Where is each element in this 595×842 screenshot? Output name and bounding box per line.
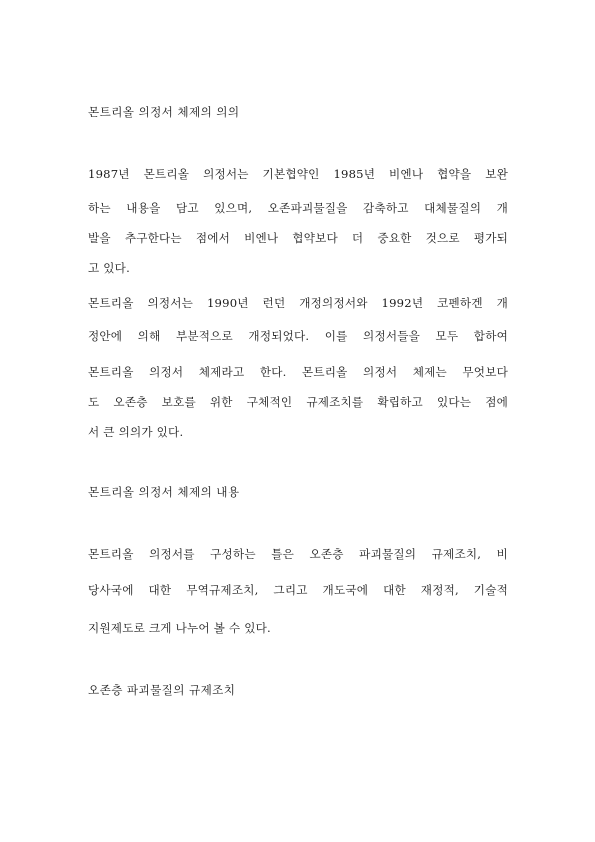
paragraph-line: 1987년 몬트리올 의정서는 기본협약인 1985년 비엔나 협약을 보완 xyxy=(88,167,508,181)
paragraph-line: 고 있다. xyxy=(88,261,130,275)
paragraph-line: 도 오존층 보호를 위한 구체적인 규제조치를 확립하고 있다는 점에 xyxy=(88,395,508,409)
paragraph-line: 당사국에 대한 무역규제조치, 그리고 개도국에 대한 재정적, 기술적 xyxy=(88,583,508,597)
paragraph-line: 몬트리올 의정서 체제라고 한다. 몬트리올 의정서 체제는 무엇보다 xyxy=(88,365,508,379)
paragraph-line: 서 큰 의의가 있다. xyxy=(88,425,184,439)
paragraph-line: 정안에 의해 부분적으로 개정되었다. 이를 의정서들을 모두 합하여 xyxy=(88,329,508,343)
paragraph-line: 몬트리올 의정서를 구성하는 틀은 오존층 파괴물질의 규제조치, 비 xyxy=(88,547,508,561)
paragraph-line: 몬트리올 의정서는 1990년 런던 개정의정서와 1992년 코펜하겐 개 xyxy=(88,296,508,310)
section-heading-significance: 몬트리올 의정서 체제의 의의 xyxy=(88,105,240,119)
paragraph-line: 지원제도로 크게 나누어 볼 수 있다. xyxy=(88,621,271,635)
section-heading-contents: 몬트리올 의정서 체제의 내용 xyxy=(88,485,240,499)
paragraph-line: 하는 내용을 담고 있으며, 오존파괴물질을 감축하고 대체물질의 개 xyxy=(88,201,508,215)
section-heading-regulation: 오존층 파괴물질의 규제조치 xyxy=(88,683,236,697)
paragraph-line: 발을 추구한다는 점에서 비엔나 협약보다 더 중요한 것으로 평가되 xyxy=(88,231,508,245)
